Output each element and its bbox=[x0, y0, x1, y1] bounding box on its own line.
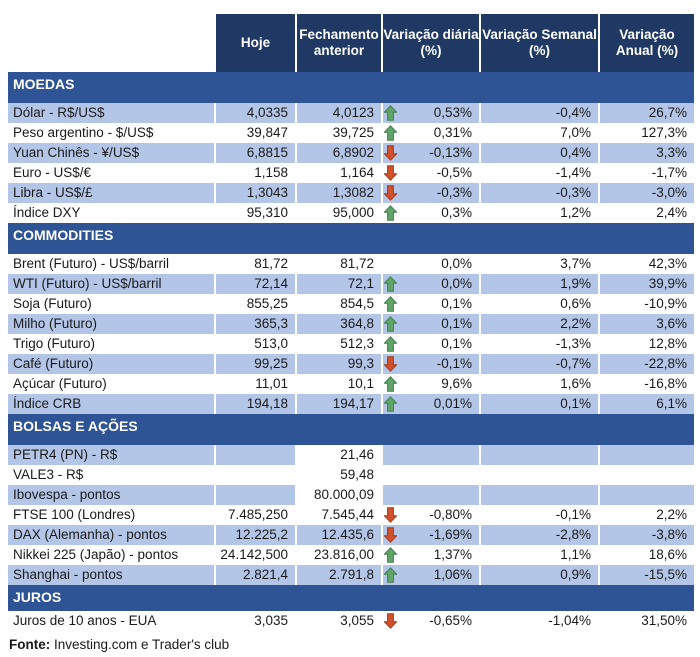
cell-variacao-anual: -16,8% bbox=[600, 374, 694, 394]
cell-variacao-diaria bbox=[383, 143, 479, 163]
table-row bbox=[8, 123, 694, 143]
row-label: Café (Futuro) bbox=[8, 354, 214, 374]
cell-hoje bbox=[216, 485, 295, 505]
cell-hoje bbox=[216, 465, 295, 485]
cell-variacao-diaria bbox=[383, 394, 479, 414]
variacao-diaria-value: 0,01% bbox=[433, 396, 472, 411]
cell-variacao-diaria bbox=[383, 334, 479, 354]
cell-variacao-diaria bbox=[383, 465, 479, 485]
cell-hoje: 99,25 bbox=[216, 354, 295, 374]
row-label: WTI (Futuro) - US$/barril bbox=[8, 274, 214, 294]
column-header-label: Variação bbox=[619, 26, 675, 42]
cell-hoje: 12.225,2 bbox=[216, 525, 295, 545]
section-header-juros: JUROS bbox=[8, 585, 694, 611]
cell-variacao-anual bbox=[600, 465, 694, 485]
cell-variacao-anual: 3,3% bbox=[600, 143, 694, 163]
source-text: Investing.com e Trader's club bbox=[50, 637, 230, 652]
arrow-up-icon bbox=[384, 396, 399, 412]
arrow-down-icon bbox=[384, 165, 399, 181]
column-header-variacao-semanal bbox=[481, 14, 598, 72]
arrow-up-icon bbox=[384, 567, 399, 583]
column-header-label: (%) bbox=[529, 43, 550, 58]
cell-variacao-semanal: -1,4% bbox=[481, 163, 598, 183]
arrow-down-icon bbox=[384, 356, 399, 372]
cell-variacao-anual: 127,3% bbox=[600, 123, 694, 143]
arrow-up-icon bbox=[384, 276, 399, 292]
cell-variacao-diaria bbox=[383, 314, 479, 334]
row-label: Ibovespa - pontos bbox=[8, 485, 214, 505]
variacao-diaria-value: 0,0% bbox=[441, 256, 472, 271]
arrow-up-icon bbox=[384, 336, 399, 352]
table-row bbox=[8, 183, 694, 203]
table-row bbox=[8, 103, 694, 123]
cell-variacao-semanal: 2,2% bbox=[481, 314, 598, 334]
row-label: VALE3 - R$ bbox=[8, 465, 214, 485]
column-header-label: Variação diária bbox=[383, 26, 479, 42]
arrow-up-icon bbox=[384, 205, 399, 221]
cell-variacao-diaria bbox=[383, 445, 479, 465]
table-row bbox=[8, 394, 694, 414]
column-header-label: Variação Semanal bbox=[482, 26, 597, 42]
cell-variacao-anual: 26,7% bbox=[600, 103, 694, 123]
cell-fechamento-anterior: 21,46 bbox=[297, 445, 381, 465]
cell-variacao-semanal bbox=[481, 485, 598, 505]
arrow-up-icon bbox=[384, 316, 399, 332]
cell-hoje: 4,0335 bbox=[216, 103, 295, 123]
cell-hoje: 95,310 bbox=[216, 203, 295, 223]
row-label: Peso argentino - $/US$ bbox=[8, 123, 214, 143]
column-header-label: Fechamento bbox=[299, 26, 379, 42]
row-label: Euro - US$/€ bbox=[8, 163, 214, 183]
cell-variacao-diaria bbox=[383, 254, 479, 274]
cell-variacao-anual: -3,0% bbox=[600, 183, 694, 203]
cell-hoje: 1,3043 bbox=[216, 183, 295, 203]
cell-variacao-semanal: -0,3% bbox=[481, 183, 598, 203]
cell-variacao-semanal: -1,3% bbox=[481, 334, 598, 354]
cell-variacao-diaria bbox=[383, 565, 479, 585]
section-header-bolsas-e-a-es: BOLSAS E AÇÕES bbox=[8, 414, 694, 445]
cell-hoje: 3,035 bbox=[216, 611, 295, 631]
cell-variacao-diaria bbox=[383, 525, 479, 545]
cell-variacao-diaria bbox=[383, 545, 479, 565]
column-header-variacao-anual bbox=[600, 14, 694, 72]
cell-hoje: 2.821,4 bbox=[216, 565, 295, 585]
row-label: Juros de 10 anos - EUA bbox=[8, 611, 214, 631]
cell-variacao-semanal: 3,7% bbox=[481, 254, 598, 274]
cell-fechamento-anterior: 72,1 bbox=[297, 274, 381, 294]
cell-variacao-anual bbox=[600, 485, 694, 505]
cell-fechamento-anterior: 23.816,00 bbox=[297, 545, 381, 565]
source-label: Fonte: bbox=[9, 637, 51, 652]
cell-hoje: 855,25 bbox=[216, 294, 295, 314]
arrow-up-icon bbox=[384, 547, 399, 563]
cell-variacao-anual: 18,6% bbox=[600, 545, 694, 565]
cell-fechamento-anterior: 99,3 bbox=[297, 354, 381, 374]
variacao-diaria-value: 0,31% bbox=[433, 125, 472, 140]
variacao-diaria-value: 0,1% bbox=[441, 316, 472, 331]
cell-variacao-diaria bbox=[383, 294, 479, 314]
cell-variacao-semanal: 1,1% bbox=[481, 545, 598, 565]
table-row bbox=[8, 314, 694, 334]
variacao-diaria-value: -0,5% bbox=[436, 165, 472, 180]
variacao-diaria-value: -0,65% bbox=[429, 613, 472, 628]
cell-variacao-anual: 3,6% bbox=[600, 314, 694, 334]
variacao-diaria-value: -0,80% bbox=[429, 507, 472, 522]
column-header-label: Anual (%) bbox=[615, 43, 679, 58]
cell-fechamento-anterior: 512,3 bbox=[297, 334, 381, 354]
cell-hoje bbox=[216, 445, 295, 465]
table-body bbox=[8, 72, 694, 631]
cell-variacao-semanal: 1,9% bbox=[481, 274, 598, 294]
cell-hoje: 1,158 bbox=[216, 163, 295, 183]
table-row bbox=[8, 485, 694, 505]
cell-hoje: 81,72 bbox=[216, 254, 295, 274]
arrow-up-icon bbox=[384, 105, 399, 121]
cell-variacao-semanal: -2,8% bbox=[481, 525, 598, 545]
table-row bbox=[8, 611, 694, 631]
cell-variacao-anual: -15,5% bbox=[600, 565, 694, 585]
row-label: Dólar - R$/US$ bbox=[8, 103, 214, 123]
section-header-moedas: MOEDAS bbox=[8, 72, 694, 103]
cell-variacao-anual: 31,50% bbox=[600, 611, 694, 631]
cell-variacao-diaria bbox=[383, 123, 479, 143]
cell-fechamento-anterior: 2.791,8 bbox=[297, 565, 381, 585]
cell-fechamento-anterior: 1,3082 bbox=[297, 183, 381, 203]
arrow-down-icon bbox=[384, 185, 399, 201]
cell-fechamento-anterior: 95,000 bbox=[297, 203, 381, 223]
row-label: Açúcar (Futuro) bbox=[8, 374, 214, 394]
cell-fechamento-anterior: 364,8 bbox=[297, 314, 381, 334]
cell-variacao-semanal: 0,1% bbox=[481, 394, 598, 414]
cell-variacao-anual bbox=[600, 445, 694, 465]
row-label: Nikkei 225 (Japão) - pontos bbox=[8, 545, 214, 565]
cell-hoje: 7.485,250 bbox=[216, 505, 295, 525]
row-label: Índice CRB bbox=[8, 394, 214, 414]
cell-variacao-anual: -3,8% bbox=[600, 525, 694, 545]
table-row bbox=[8, 565, 694, 585]
cell-fechamento-anterior: 10,1 bbox=[297, 374, 381, 394]
table-row bbox=[8, 505, 694, 525]
arrow-down-icon bbox=[384, 145, 399, 161]
table-row bbox=[8, 163, 694, 183]
cell-hoje: 6,8815 bbox=[216, 143, 295, 163]
table-row bbox=[8, 374, 694, 394]
variacao-diaria-value: 1,06% bbox=[433, 567, 472, 582]
cell-variacao-semanal: 1,6% bbox=[481, 374, 598, 394]
cell-hoje: 513,0 bbox=[216, 334, 295, 354]
table-row bbox=[8, 334, 694, 354]
cell-variacao-diaria bbox=[383, 183, 479, 203]
cell-variacao-diaria bbox=[383, 505, 479, 525]
table-row bbox=[8, 254, 694, 274]
column-header-label: (%) bbox=[420, 43, 442, 58]
row-label: Yuan Chinês - ¥/US$ bbox=[8, 143, 214, 163]
cell-fechamento-anterior: 7.545,44 bbox=[297, 505, 381, 525]
cell-variacao-diaria bbox=[383, 611, 479, 631]
cell-fechamento-anterior: 39,725 bbox=[297, 123, 381, 143]
table-row bbox=[8, 465, 694, 485]
cell-variacao-semanal bbox=[481, 465, 598, 485]
cell-variacao-semanal: -1,04% bbox=[481, 611, 598, 631]
cell-fechamento-anterior: 59,48 bbox=[297, 465, 381, 485]
variacao-diaria-value: 1,37% bbox=[433, 547, 472, 562]
cell-variacao-anual: 42,3% bbox=[600, 254, 694, 274]
cell-variacao-semanal: 0,6% bbox=[481, 294, 598, 314]
variacao-diaria-value: -1,69% bbox=[429, 527, 472, 542]
table-row bbox=[8, 274, 694, 294]
cell-variacao-semanal: -0,4% bbox=[481, 103, 598, 123]
cell-fechamento-anterior: 854,5 bbox=[297, 294, 381, 314]
cell-hoje: 24.142,500 bbox=[216, 545, 295, 565]
arrow-down-icon bbox=[384, 613, 399, 629]
cell-variacao-anual: -1,7% bbox=[600, 163, 694, 183]
variacao-diaria-value: 9,6% bbox=[441, 376, 472, 391]
table-row bbox=[8, 203, 694, 223]
row-label: Shanghai - pontos bbox=[8, 565, 214, 585]
cell-fechamento-anterior: 80.000,09 bbox=[297, 485, 381, 505]
table-header-row bbox=[8, 14, 694, 72]
row-label: Soja (Futuro) bbox=[8, 294, 214, 314]
variacao-diaria-value: 0,53% bbox=[433, 105, 472, 120]
row-label: Trigo (Futuro) bbox=[8, 334, 214, 354]
cell-fechamento-anterior: 81,72 bbox=[297, 254, 381, 274]
arrow-down-icon bbox=[384, 527, 399, 543]
row-label: DAX (Alemanha) - pontos bbox=[8, 525, 214, 545]
cell-hoje: 365,3 bbox=[216, 314, 295, 334]
variacao-diaria-value: 0,3% bbox=[441, 205, 472, 220]
cell-variacao-semanal: -0,7% bbox=[481, 354, 598, 374]
table-row bbox=[8, 545, 694, 565]
column-header-variacao-diaria bbox=[383, 14, 479, 72]
cell-variacao-semanal bbox=[481, 445, 598, 465]
table-row bbox=[8, 445, 694, 465]
variacao-diaria-value: 0,0% bbox=[441, 276, 472, 291]
variacao-diaria-value: -0,13% bbox=[429, 145, 472, 160]
arrow-up-icon bbox=[384, 376, 399, 392]
column-header-label: Hoje bbox=[240, 34, 271, 50]
cell-variacao-anual: 2,4% bbox=[600, 203, 694, 223]
cell-variacao-semanal: 0,4% bbox=[481, 143, 598, 163]
cell-hoje: 72,14 bbox=[216, 274, 295, 294]
row-label: Libra - US$/£ bbox=[8, 183, 214, 203]
section-header-commodities: COMMODITIES bbox=[8, 223, 694, 254]
table-row bbox=[8, 525, 694, 545]
column-header-hoje bbox=[216, 14, 295, 72]
cell-fechamento-anterior: 1,164 bbox=[297, 163, 381, 183]
row-label: Índice DXY bbox=[8, 203, 214, 223]
cell-variacao-anual: 6,1% bbox=[600, 394, 694, 414]
cell-fechamento-anterior: 194,17 bbox=[297, 394, 381, 414]
cell-fechamento-anterior: 12.435,6 bbox=[297, 525, 381, 545]
variacao-diaria-value: 0,1% bbox=[441, 336, 472, 351]
column-header-label: anterior bbox=[313, 43, 365, 58]
arrow-up-icon bbox=[384, 296, 399, 312]
cell-variacao-diaria bbox=[383, 374, 479, 394]
cell-variacao-diaria bbox=[383, 103, 479, 123]
table-row bbox=[8, 143, 694, 163]
cell-variacao-semanal: 1,2% bbox=[481, 203, 598, 223]
variacao-diaria-value: 0,1% bbox=[441, 296, 472, 311]
cell-variacao-anual: 12,8% bbox=[600, 334, 694, 354]
row-label: PETR4 (PN) - R$ bbox=[8, 445, 214, 465]
cell-hoje: 11,01 bbox=[216, 374, 295, 394]
cell-variacao-diaria bbox=[383, 354, 479, 374]
cell-variacao-diaria bbox=[383, 163, 479, 183]
cell-variacao-diaria bbox=[383, 203, 479, 223]
variacao-diaria-value: -0,3% bbox=[436, 185, 472, 200]
row-label: FTSE 100 (Londres) bbox=[8, 505, 214, 525]
header-spacer bbox=[8, 14, 214, 72]
arrow-down-icon bbox=[384, 507, 399, 523]
table-row bbox=[8, 354, 694, 374]
cell-variacao-anual: 2,2% bbox=[600, 505, 694, 525]
cell-fechamento-anterior: 3,055 bbox=[297, 611, 381, 631]
table-row bbox=[8, 294, 694, 314]
cell-variacao-semanal: -0,1% bbox=[481, 505, 598, 525]
cell-variacao-diaria bbox=[383, 485, 479, 505]
variacao-diaria-value: -0,1% bbox=[436, 356, 472, 371]
cell-hoje: 39,847 bbox=[216, 123, 295, 143]
cell-variacao-diaria bbox=[383, 274, 479, 294]
row-label: Milho (Futuro) bbox=[8, 314, 214, 334]
arrow-up-icon bbox=[384, 125, 399, 141]
cell-fechamento-anterior: 4,0123 bbox=[297, 103, 381, 123]
cell-variacao-semanal: 0,9% bbox=[481, 565, 598, 585]
cell-variacao-anual: 39,9% bbox=[600, 274, 694, 294]
cell-variacao-semanal: 7,0% bbox=[481, 123, 598, 143]
column-header-fechamento-anterior bbox=[297, 14, 381, 72]
cell-fechamento-anterior: 6,8902 bbox=[297, 143, 381, 163]
cell-variacao-anual: -10,9% bbox=[600, 294, 694, 314]
source-note bbox=[8, 635, 694, 655]
cell-variacao-anual: -22,8% bbox=[600, 354, 694, 374]
cell-hoje: 194,18 bbox=[216, 394, 295, 414]
row-label: Brent (Futuro) - US$/barril bbox=[8, 254, 214, 274]
